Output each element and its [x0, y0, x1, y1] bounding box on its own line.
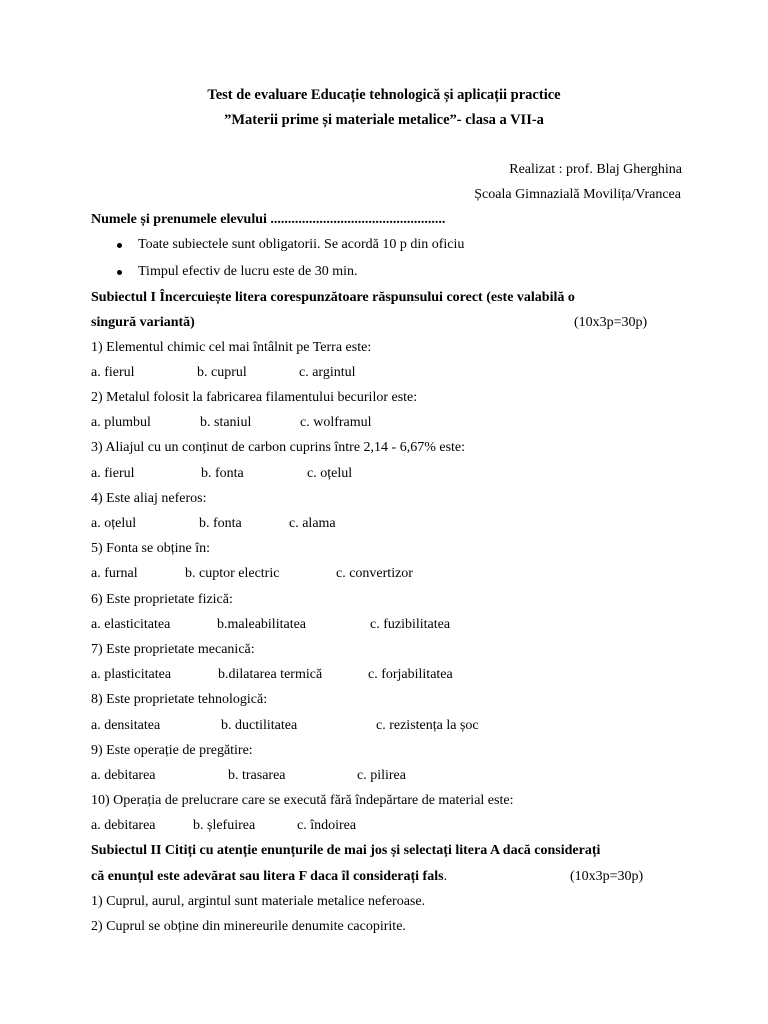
answer-option: a. fierul: [91, 466, 135, 481]
instruction-item: Toate subiectele sunt obligatorii. Se acordă 10 p din oficiu: [138, 237, 465, 252]
student-name-label: Numele și prenumele elevului ..................................................: [91, 212, 446, 227]
instruction-item: Timpul efectiv de lucru este de 30 min.: [138, 264, 358, 279]
question-text: 3) Aliajul cu un conținut de carbon cuprins între 2,14 - 6,67% este:: [91, 440, 466, 455]
answer-option: b. fonta: [201, 466, 244, 481]
bullet-icon: [117, 270, 122, 275]
answer-option: a. densitatea: [91, 718, 161, 733]
answer-option: c. pilirea: [357, 768, 406, 783]
subject1-title-line2: singură variantă): [91, 315, 195, 330]
subject2-title-line2-end: .: [443, 869, 448, 884]
answer-option: c. argintul: [299, 365, 356, 380]
answer-option: b.dilatarea termică: [218, 667, 323, 682]
answer-option: c. îndoirea: [297, 818, 357, 833]
answer-option: b. cuptor electric: [185, 566, 280, 581]
answer-option: c. oțelul: [307, 466, 353, 481]
subject2-title-line2-text: că enunțul este adevărat sau litera F daca îl considerați fals: [91, 869, 444, 884]
answer-option: b. staniul: [200, 415, 252, 430]
question-text: 9) Este operație de pregătire:: [91, 743, 253, 758]
answer-option: a. plumbul: [91, 415, 151, 430]
answer-option: c. convertizor: [336, 566, 413, 581]
answer-option: c. rezistența la șoc: [376, 718, 479, 733]
answer-option: a. debitarea: [91, 768, 156, 783]
answer-option: a. furnal: [91, 566, 138, 581]
school-line: Școala Gimnazială Movilița/Vrancea: [474, 187, 681, 202]
answer-option: b. trasarea: [228, 768, 286, 783]
answer-option: a. elasticitatea: [91, 617, 171, 632]
answer-option: b. ductilitatea: [221, 718, 298, 733]
answer-option: b. fonta: [199, 516, 242, 531]
question-text: 7) Este proprietate mecanică:: [91, 642, 255, 657]
answer-option: a. plasticitatea: [91, 667, 172, 682]
answer-option: c. forjabilitatea: [368, 667, 453, 682]
answer-option: b.maleabilitatea: [217, 617, 307, 632]
subject2-title-line2: [91, 869, 447, 885]
question-text: 2) Metalul folosit la fabricarea filamentului becurilor este:: [91, 390, 418, 405]
answer-option: a. oțelul: [91, 516, 137, 531]
question-text: 1) Elementul chimic cel mai întâlnit pe Terra este:: [91, 340, 372, 355]
question-text: 10) Operația de prelucrare care se execută fără îndepărtare de material este:: [91, 793, 514, 808]
answer-option: c. wolframul: [300, 415, 372, 430]
statement-text: 2) Cuprul se obține din minereurile denumite cacopirite.: [91, 919, 406, 934]
document-title: Test de evaluare Educație tehnologică și aplicații practice: [207, 87, 561, 103]
subject2-points: (10x3p=30p): [570, 869, 644, 884]
answer-option: a. fierul: [91, 365, 135, 380]
document-subtitle: ”Materii prime și materiale metalice”- clasa a VII-a: [224, 112, 544, 128]
bullet-icon: [117, 243, 122, 248]
answer-option: b. cuprul: [197, 365, 247, 380]
question-text: 6) Este proprietate fizică:: [91, 592, 233, 607]
answer-option: c. fuzibilitatea: [370, 617, 451, 632]
subject1-title-line1: Subiectul I Încercuiește litera corespunzătoare răspunsului corect (este valabilă o: [91, 290, 575, 305]
subject1-points: (10x3p=30p): [574, 315, 648, 330]
answer-option: b. șlefuirea: [193, 818, 256, 833]
question-text: 4) Este aliaj neferos:: [91, 491, 207, 506]
statement-text: 1) Cuprul, aurul, argintul sunt materiale metalice neferoase.: [91, 894, 426, 909]
author-line: Realizat : prof. Blaj Gherghina: [509, 162, 682, 177]
question-text: 8) Este proprietate tehnologică:: [91, 692, 268, 707]
answer-option: c. alama: [289, 516, 336, 531]
question-text: 5) Fonta se obține în:: [91, 541, 210, 556]
subject2-title-line1: Subiectul II Citiți cu atenție enunțurile de mai jos și selectați litera A dacă considerați: [91, 843, 601, 858]
answer-option: a. debitarea: [91, 818, 156, 833]
